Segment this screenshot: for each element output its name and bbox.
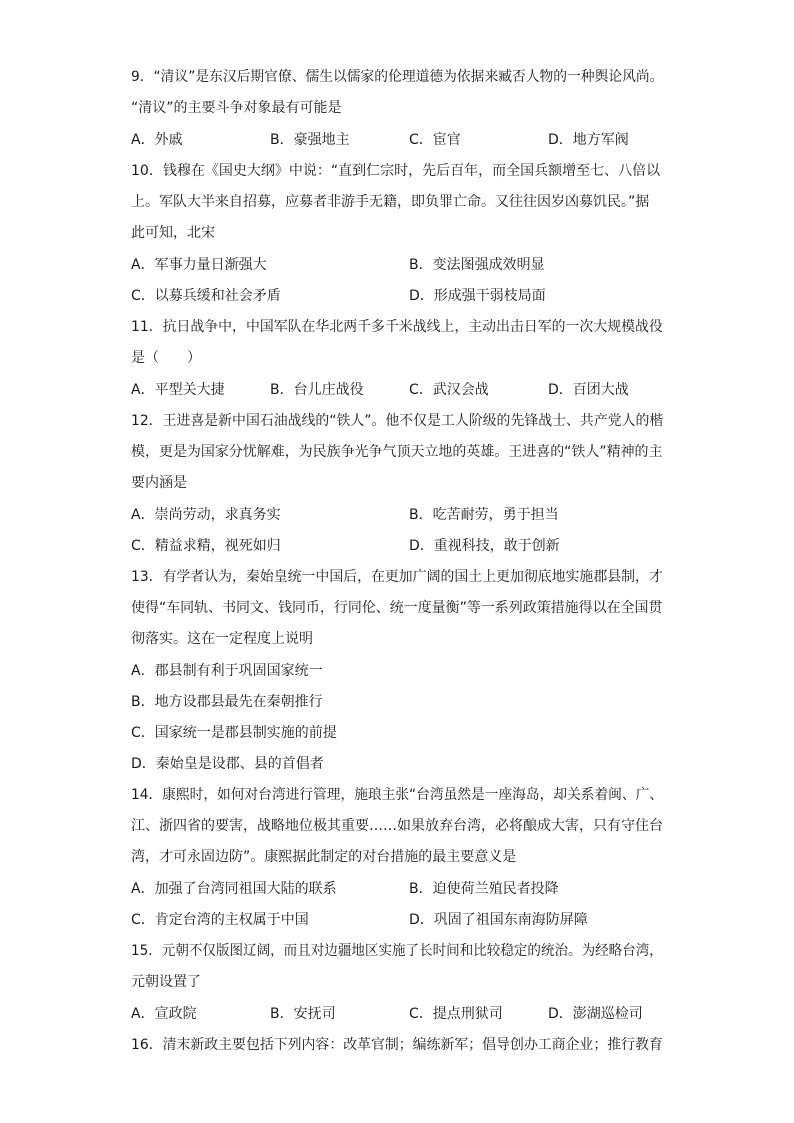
question-9-option-d: D．地方军阀 [548, 132, 629, 148]
question-13-option-b: B．地方设郡县最先在秦朝推行 [131, 694, 323, 710]
question-11-option-a: A．平型关大捷 [131, 382, 225, 398]
question-14-line-2: 江、浙四省的要害，战略地位极其重要……如果放弃台湾，必将酿成大害，只有守住台 [131, 818, 663, 834]
question-13-line-2: 使得“车同轨、书同文、钱同币，行同伦、统一度量衡”等一系列政策措施得以在全国贯 [131, 600, 663, 616]
question-14-line-1: 14．康熙时，如何对台湾进行管理，施琅主张“台湾虽然是一座海岛，却关系着闽、广、 [131, 787, 664, 803]
question-9-option-c: C．宦官 [409, 132, 461, 148]
question-12-line-2: 模，更是为国家分忧解难，为民族争光争气顶天立地的英雄。王进喜的“铁人”精神的主 [131, 444, 663, 460]
question-13-option-a: A．郡县制有利于巩固国家统一 [131, 663, 323, 679]
question-9-line-1: 9．“清议”是东汉后期官僚、儒生以儒家的伦理道德为依据来臧否人物的一种舆论风尚。 [131, 69, 664, 85]
question-11-option-d: D．百团大战 [548, 382, 629, 398]
question-12-option-b: B．吃苦耐劳，勇于担当 [409, 507, 559, 523]
question-14-option-b: B．迫使荷兰殖民者投降 [409, 881, 559, 897]
question-15-option-a: A．宣政院 [131, 1006, 197, 1022]
question-13-option-c: C．国家统一是郡县制实施的前提 [131, 725, 337, 741]
question-11-line-1: 11．抗日战争中，中国军队在华北两千多千米战线上，主动出击日军的一次大规模战役 [131, 319, 663, 335]
question-10-line-1: 10．钱穆在《国史大纲》中说：“直到仁宗时，先后百年，而全国兵额增至七、八倍以 [131, 163, 661, 179]
question-13-line-3: 彻落实。这在一定程度上说明 [131, 631, 313, 647]
question-14-option-c: C．肯定台湾的主权属于中国 [131, 912, 309, 928]
question-10-option-d: D．形成强干弱枝局面 [409, 288, 546, 304]
question-15-line-1: 15．元朝不仅版图辽阔，而且对边疆地区实施了长时间和比较稳定的统治。为经略台湾， [131, 943, 663, 959]
question-9-option-b: B．豪强地主 [270, 132, 350, 148]
question-9-option-a: A．外戚 [131, 132, 183, 148]
question-12-option-c: C．精益求精，视死如归 [131, 538, 281, 554]
question-14-line-3: 湾，才可永固边防”。康熙据此制定的对台措施的最主要意义是 [131, 849, 517, 865]
question-11-option-b: B．台儿庄战役 [270, 382, 364, 398]
question-10-line-2: 上。军队大半来自招募，应募者非游手无籍，即负罪亡命。又往往因岁凶募饥民。”据 [131, 194, 650, 210]
question-10-option-c: C．以募兵缓和社会矛盾 [131, 288, 281, 304]
question-10-line-3: 此可知，北宋 [131, 225, 215, 241]
question-12-option-d: D．重视科技，敢于创新 [409, 538, 560, 554]
question-11-option-c: C．武汉会战 [409, 382, 489, 398]
question-12-line-3: 要内涵是 [131, 475, 187, 491]
question-9-line-2: “清议”的主要斗争对象最有可能是 [131, 100, 342, 116]
question-15-option-d: D．澎湖巡检司 [548, 1006, 643, 1022]
question-14-option-a: A．加强了台湾同祖国大陆的联系 [131, 881, 337, 897]
question-13-line-1: 13．有学者认为，秦始皇统一中国后，在更加广阔的国土上更加彻底地实施郡县制，才 [131, 569, 663, 585]
question-11-line-2: 是（ ） [131, 350, 201, 366]
question-15-option-c: C．提点刑狱司 [409, 1006, 503, 1022]
question-15-option-b: B．安抚司 [270, 1006, 336, 1022]
question-10-option-a: A．军事力量日渐强大 [131, 257, 267, 273]
question-13-option-d: D．秦始皇是设郡、县的首倡者 [131, 756, 324, 772]
question-12-line-1: 12．王进喜是新中国石油战线的“铁人”。他不仅是工人阶级的先锋战士、共产党人的楷 [131, 413, 664, 429]
question-16-line-1: 16．清末新政主要包括下列内容：改革官制；编练新军；倡导创办工商企业；推行教育 [131, 1037, 663, 1053]
question-15-line-2: 元朝设置了 [131, 974, 201, 990]
question-10-option-b: B．变法图强成效明显 [409, 257, 545, 273]
question-12-option-a: A．崇尚劳动，求真务实 [131, 507, 281, 523]
question-14-option-d: D．巩固了祖国东南海防屏障 [409, 912, 588, 928]
